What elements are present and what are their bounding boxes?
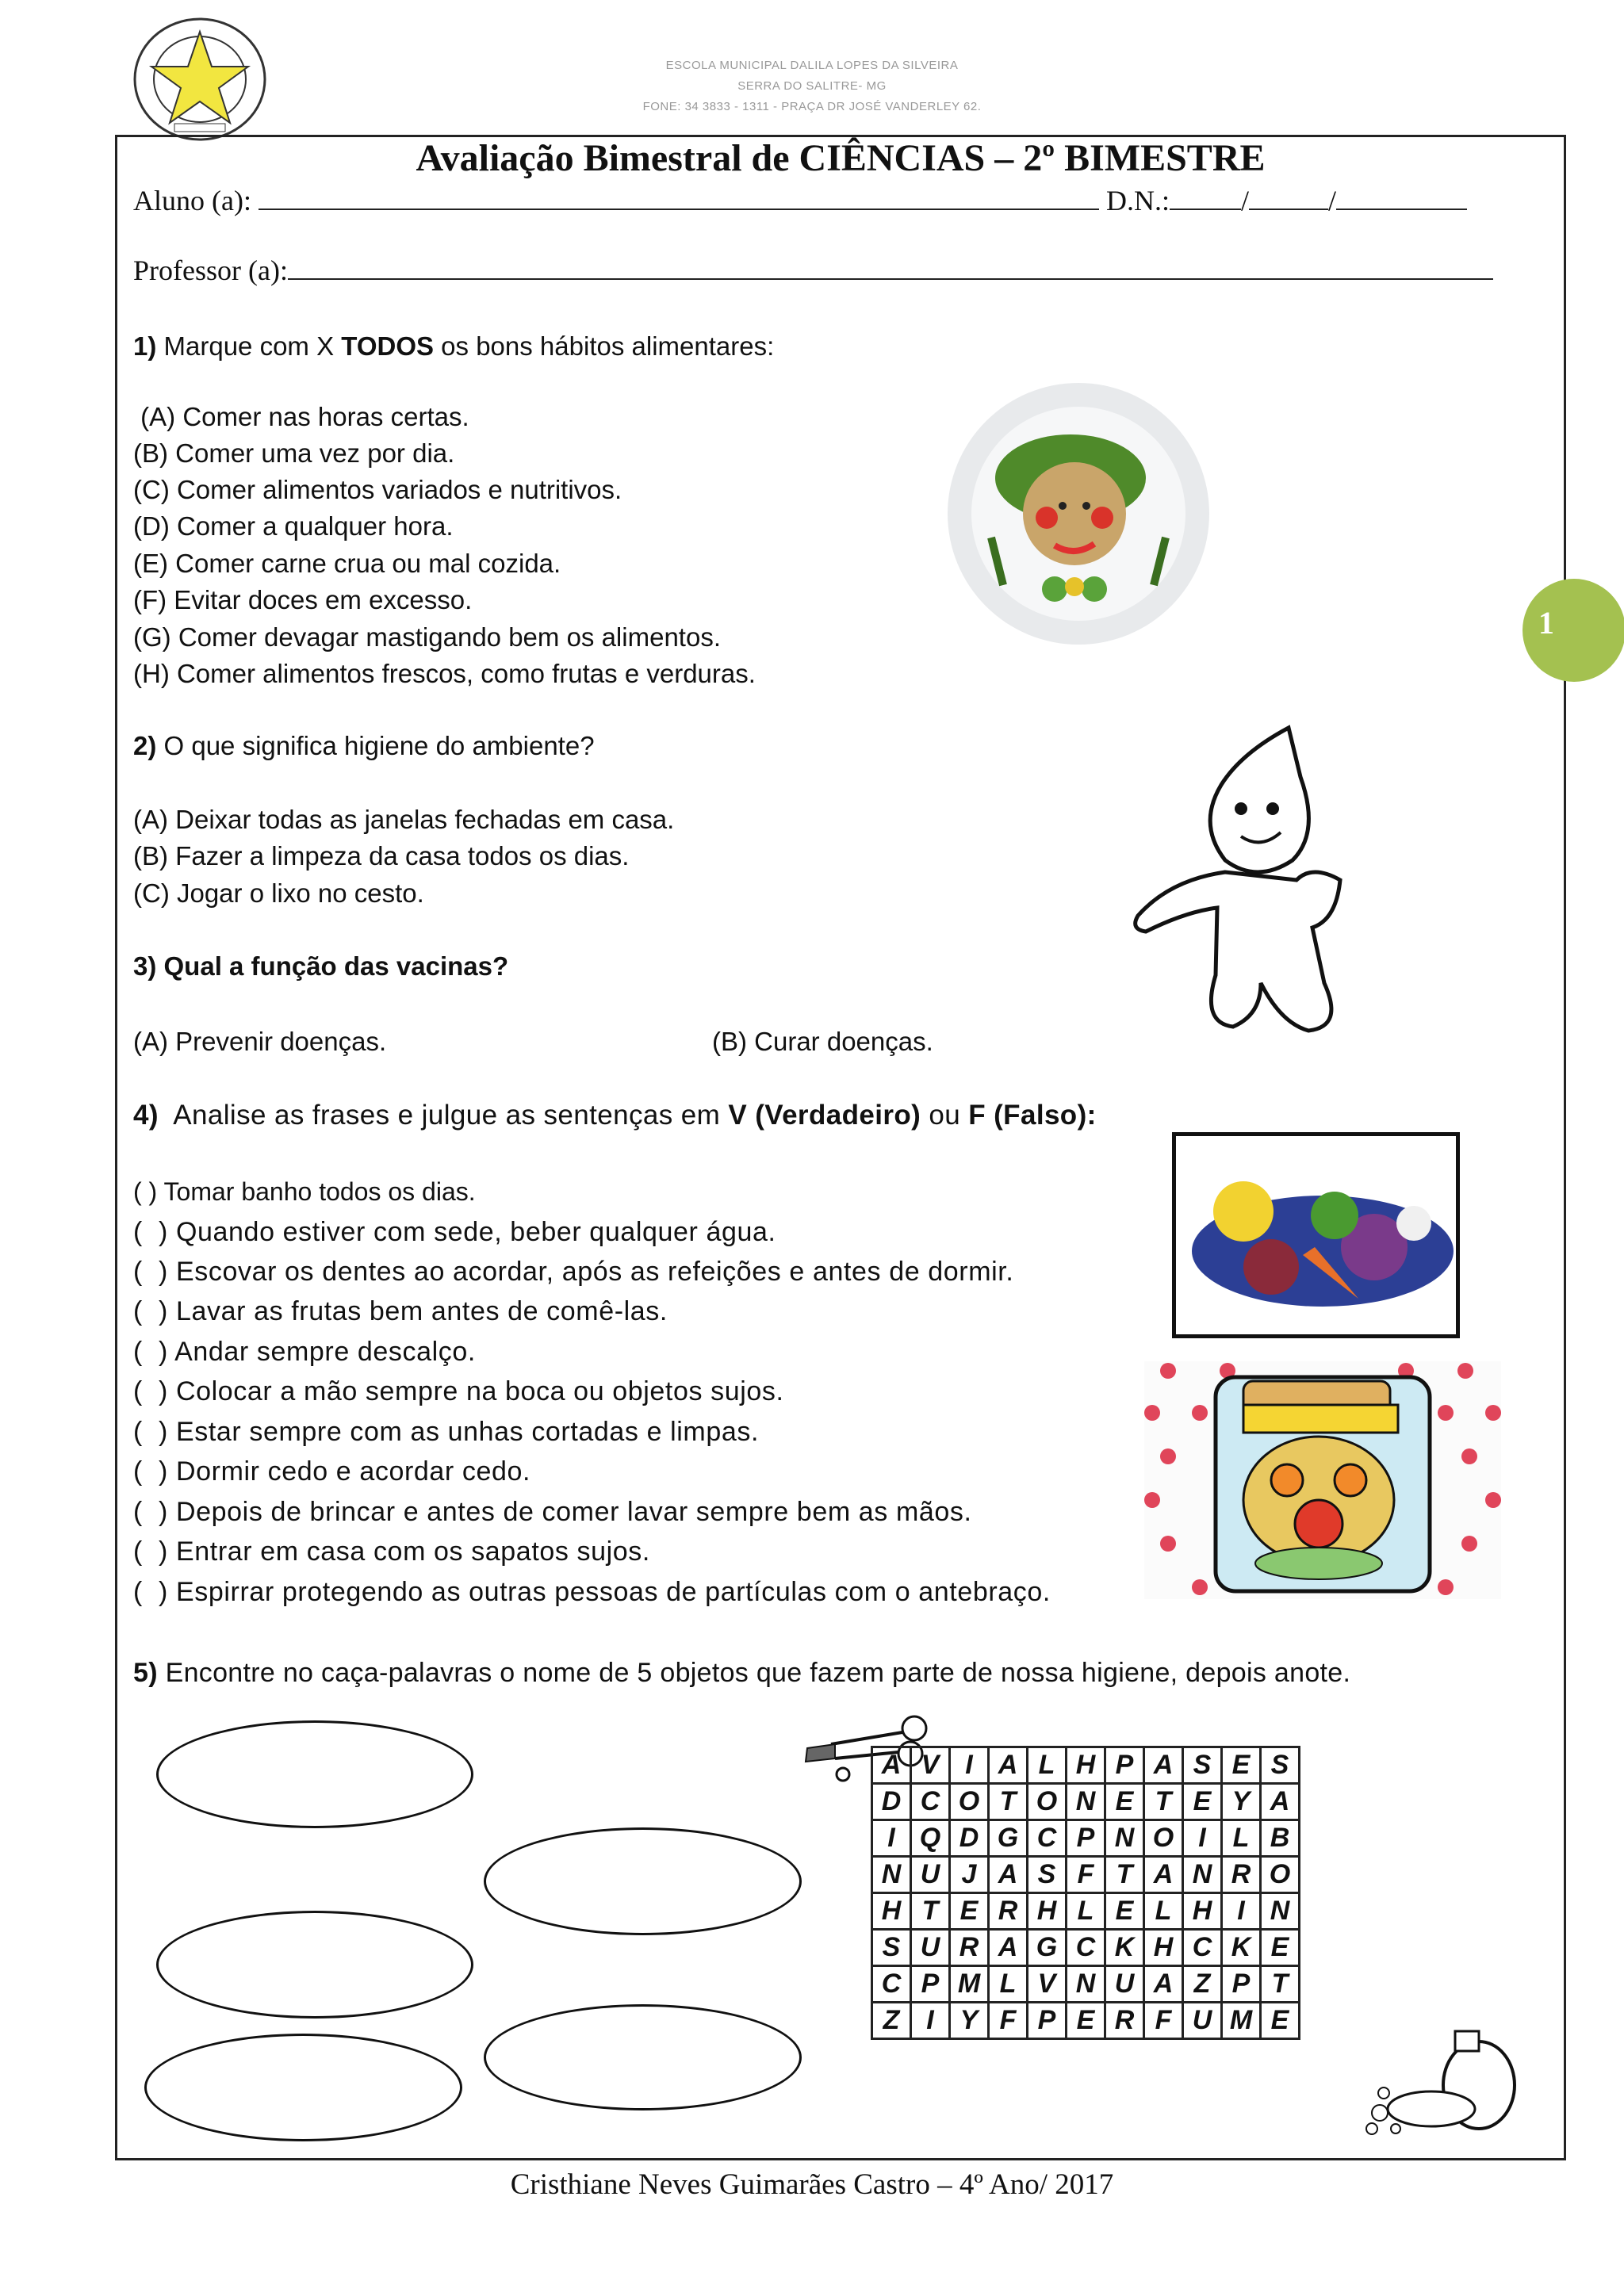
grid-cell[interactable]: D [950,1820,989,1857]
grid-row [872,2003,1300,2039]
q1-option[interactable]: (D) Comer a qualquer hora. [133,511,454,541]
q2-number: 2) [133,731,157,760]
grid-cell[interactable]: A [989,1747,1028,1784]
student-field-row: Aluno (a): D.N.: / / [133,184,1467,217]
grid-cell[interactable]: F [1067,1857,1105,1893]
answer-oval-4[interactable] [484,2004,802,2110]
q2-text: O que significa higiene do ambiente? [156,731,595,760]
q4-item[interactable]: ( ) Depois de brincar e antes de comer lavar sempre bem as mãos. [133,1497,972,1527]
q4-bold-v: V (Verdadeiro) [728,1100,921,1131]
question-2 [133,731,595,761]
grid-cell[interactable]: N [1067,1966,1105,2003]
question-5 [133,1658,1350,1689]
q4-item[interactable]: ( ) Lavar as frutas bem antes de comê-las. [133,1296,668,1326]
teacher-field-row [133,254,1493,287]
q4-number: 4) [133,1100,159,1131]
grid-cell[interactable]: I [911,2003,950,2039]
grid-cell[interactable]: O [950,1784,989,1820]
page-number-badge [1522,579,1624,682]
q4-item[interactable]: ( ) Estar sempre com as unhas cortadas e limpas. [133,1417,760,1447]
q1-option[interactable]: (G) Comer devagar mastigando bem os alimentos. [133,622,721,652]
q1-text-b: os bons hábitos alimentares: [434,331,775,361]
grid-row [872,1747,1300,1784]
grid-cell[interactable]: E [950,1893,989,1930]
q4-item[interactable]: ( ) Colocar a mão sempre na boca ou objetos sujos. [133,1376,784,1406]
grid-row [872,1857,1300,1893]
grid-cell[interactable]: P [1067,1820,1105,1857]
grid-cell[interactable]: H [1067,1747,1105,1784]
answer-oval-3[interactable] [156,1911,473,2019]
grid-cell[interactable]: L [1144,1893,1183,1930]
grid-cell[interactable]: I [950,1747,989,1784]
grid-cell[interactable]: K [1222,1930,1261,1966]
grid-cell[interactable]: F [1144,2003,1183,2039]
page-number: 1 [1538,605,1554,641]
grid-cell[interactable]: Z [1183,1966,1222,2003]
grid-cell[interactable]: E [1183,1784,1222,1820]
grid-cell[interactable]: E [1261,1930,1300,1966]
grid-cell[interactable]: L [1028,1747,1067,1784]
grid-cell[interactable]: V [911,1747,950,1784]
grid-cell[interactable]: A [1144,1857,1183,1893]
grid-cell[interactable]: A [989,1857,1028,1893]
q1-text-a: Marque com X [156,331,342,361]
q5-number: 5) [133,1658,158,1688]
q1-option[interactable]: (F) Evitar doces em excesso. [133,585,473,614]
grid-cell[interactable]: H [1144,1930,1183,1966]
grid-cell[interactable]: L [1222,1820,1261,1857]
school-phone: FONE: 34 3833 - 1311 - PRAÇA DR JOSÉ VANDERLEY 62. [642,100,982,113]
grid-cell[interactable]: A [872,1747,911,1784]
grid-cell[interactable]: Y [950,2003,989,2039]
food-face-dots-image [1144,1361,1501,1599]
grid-cell[interactable]: O [1028,1784,1067,1820]
grid-cell[interactable]: N [1261,1893,1300,1930]
q2-option[interactable]: (B) Fazer a limpeza da casa todos os dias. [133,841,630,871]
q5-text: Encontre no caça-palavras o nome de 5 objetos que fazem parte de nossa higiene, depois anote. [157,1658,1351,1688]
answer-oval-2[interactable] [484,1827,802,1935]
grid-cell[interactable]: N [1105,1820,1144,1857]
q4-item[interactable]: ( ) Escovar os dentes ao acordar, após as refeições e antes de dormir. [133,1257,1014,1287]
q2-option[interactable]: (C) Jogar o lixo no cesto. [133,878,424,908]
grid-cell[interactable]: H [1028,1893,1067,1930]
grid-cell[interactable]: H [872,1893,911,1930]
grid-cell[interactable]: Q [911,1820,950,1857]
q4-text-a: Analise as frases e julgue as sentenças em [158,1100,729,1131]
soap-bubbles-icon [1360,2030,1519,2141]
grid-cell[interactable]: E [1105,1784,1144,1820]
q1-number: 1) [133,331,157,361]
grid-cell[interactable]: N [1183,1857,1222,1893]
grid-cell[interactable]: C [911,1784,950,1820]
q4-text-or: ou [921,1100,969,1131]
q1-text-bold: TODOS [341,331,435,361]
grid-cell[interactable]: L [1067,1893,1105,1930]
grid-cell[interactable]: R [1105,2003,1144,2039]
grid-cell[interactable]: A [1261,1784,1300,1820]
droplet-character-image [1122,721,1360,1047]
grid-cell[interactable]: A [1144,1966,1183,2003]
grid-cell[interactable]: U [1105,1966,1144,2003]
q1-option[interactable]: (E) Comer carne crua ou mal cozida. [133,549,561,578]
grid-cell[interactable]: D [872,1784,911,1820]
q1-option[interactable]: (C) Comer alimentos variados e nutritivos. [133,475,622,504]
grid-cell[interactable]: S [1261,1747,1300,1784]
teacher-label: Professor (a): [133,254,288,286]
grid-row [872,1930,1300,1966]
q2-option[interactable]: (A) Deixar todas as janelas fechadas em casa. [133,805,675,834]
grid-cell[interactable]: P [1105,1747,1144,1784]
grid-cell[interactable]: R [989,1893,1028,1930]
q4-item[interactable]: ( ) Espirrar protegendo as outras pessoas de partículas com o antebraço. [133,1577,1051,1607]
q4-bold-f: F (Falso): [968,1100,1097,1131]
grid-cell[interactable]: G [1028,1930,1067,1966]
teacher-name-field[interactable] [288,256,1493,280]
grid-cell[interactable]: F [989,2003,1028,2039]
grid-cell[interactable]: S [1028,1857,1067,1893]
grid-cell[interactable]: T [989,1784,1028,1820]
grid-cell[interactable]: T [1261,1966,1300,2003]
dob-month-field[interactable] [1249,186,1328,210]
grid-cell[interactable]: Y [1222,1784,1261,1820]
school-city: SERRA DO SALITRE- MG [737,79,887,93]
grid-cell[interactable]: C [1183,1930,1222,1966]
grid-cell[interactable]: I [1222,1893,1261,1930]
grid-row [872,1784,1300,1820]
grid-cell[interactable]: C [1067,1930,1105,1966]
grid-cell[interactable]: R [950,1930,989,1966]
q1-option[interactable]: (H) Comer alimentos frescos, como frutas e verduras. [133,659,756,688]
dob-year-field[interactable] [1336,186,1467,210]
grid-cell[interactable]: P [1028,2003,1067,2039]
grid-cell[interactable]: A [1144,1747,1183,1784]
grid-cell[interactable]: H [1183,1893,1222,1930]
grid-cell[interactable]: O [1261,1857,1300,1893]
dob-label: D.N.: [1105,185,1170,216]
grid-cell[interactable]: V [1028,1966,1067,2003]
grid-cell[interactable]: Z [872,2003,911,2039]
q3-option-a[interactable]: (A) Prevenir doenças. [133,1027,387,1056]
grid-cell[interactable]: U [1183,2003,1222,2039]
question-3: 3) Qual a função das vacinas? [133,951,509,981]
grid-row [872,1966,1300,2003]
grid-cell[interactable]: U [911,1930,950,1966]
grid-cell[interactable]: S [1183,1747,1222,1784]
q4-item[interactable]: ( ) Andar sempre descalço. [133,1337,476,1367]
grid-cell[interactable]: E [1105,1893,1144,1930]
answer-oval-1[interactable] [156,1720,473,1828]
grid-cell[interactable]: A [989,1930,1028,1966]
student-name-field[interactable] [259,186,1099,210]
grid-cell[interactable]: M [1222,2003,1261,2039]
question-1 [133,331,774,362]
grid-cell[interactable]: T [1144,1784,1183,1820]
grid-cell[interactable]: P [1222,1966,1261,2003]
grid-cell[interactable]: N [872,1857,911,1893]
grid-cell[interactable]: E [1067,2003,1105,2039]
grid-cell[interactable]: I [1183,1820,1222,1857]
answer-oval-5[interactable] [144,2034,462,2141]
footer-credit: Cristhiane Neves Guimarães Castro – 4º Ano/ 2017 [510,2168,1114,2201]
grid-cell[interactable]: B [1261,1820,1300,1857]
question-4 [133,1100,1097,1131]
grid-cell[interactable]: T [1105,1857,1144,1893]
grid-row [872,1820,1300,1857]
q3-option-b[interactable]: (B) Curar doenças. [712,1027,933,1056]
food-face-plate-image [944,379,1213,649]
grid-cell[interactable]: I [872,1820,911,1857]
q4-item[interactable]: ( ) Dormir cedo e acordar cedo. [133,1456,531,1487]
grid-cell[interactable]: K [1105,1930,1144,1966]
grid-cell[interactable]: O [1144,1820,1183,1857]
grid-cell[interactable]: M [950,1966,989,2003]
grid-cell[interactable]: E [1261,2003,1300,2039]
grid-cell[interactable]: T [911,1893,950,1930]
q4-item[interactable]: ( ) Tomar banho todos os dias. [133,1177,476,1206]
grid-cell[interactable]: R [1222,1857,1261,1893]
grid-cell[interactable]: L [989,1966,1028,2003]
q1-option[interactable]: (B) Comer uma vez por dia. [133,438,455,468]
q4-item[interactable]: ( ) Quando estiver com sede, beber qualquer água. [133,1217,776,1247]
grid-cell[interactable]: S [872,1930,911,1966]
q4-item[interactable]: ( ) Entrar em casa com os sapatos sujos. [133,1536,650,1567]
grid-cell[interactable]: G [989,1820,1028,1857]
grid-cell[interactable]: P [911,1966,950,2003]
grid-cell[interactable]: E [1222,1747,1261,1784]
word-search-grid [871,1746,1300,2040]
grid-cell[interactable]: J [950,1857,989,1893]
student-label: Aluno (a): [133,185,251,216]
grid-cell[interactable]: N [1067,1784,1105,1820]
grid-cell[interactable]: C [872,1966,911,2003]
grid-cell[interactable]: U [911,1857,950,1893]
grid-row [872,1893,1300,1930]
page-title: Avaliação Bimestral de CIÊNCIAS – 2º BIMESTRE [416,137,1266,179]
dob-day-field[interactable] [1170,186,1241,210]
school-name: ESCOLA MUNICIPAL DALILA LOPES DA SILVEIRA [665,59,959,72]
q1-option[interactable]: (A) Comer nas horas certas. [133,402,469,431]
grid-cell[interactable]: C [1028,1820,1067,1857]
vegetable-plate-image [1172,1132,1460,1338]
